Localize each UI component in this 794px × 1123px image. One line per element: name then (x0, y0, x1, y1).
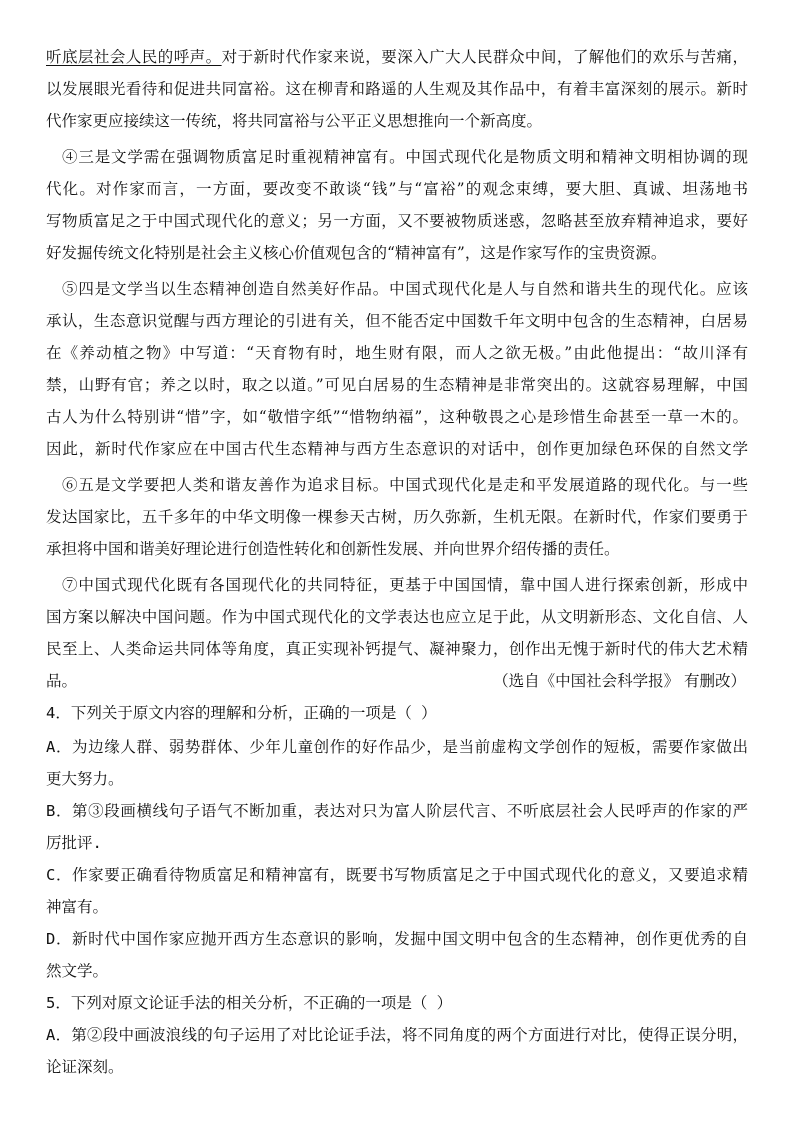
underlined-sentence: 听底层社会人民的呼声。 (46, 48, 222, 66)
question-5-option-a: A．第②段中画波浪线的句子运用了对比论证手法，将不同角度的两个方面进行对比，使得正误分明， (46, 1026, 748, 1044)
question-5-option-a-cont: 论证深刻。 (46, 1058, 124, 1076)
paragraph-3-line: 以发展眼光看待和促进共同富裕。这在柳青和路遥的人生观及其作品中，有着丰富深刻的展示。新时 (46, 80, 748, 98)
question-4-option-b: B．第③段画横线句子语气不断加重，表达对只为富人阶层代言、不听底层社会人民呼声的作家的严 (46, 802, 748, 820)
paragraph-5-line: 因此，新时代作家应在中国古代生态精神与西方生态意识的对话中，创作更加绿色环保的自然文学 (46, 440, 748, 458)
paragraph-7-line: 品。 (46, 672, 78, 690)
paragraph-6-line: 承担将中国和谐美好理论进行创造性转化和创新性发展、并向世界介绍传播的责任。 (46, 540, 620, 558)
source-citation: （选自《中国社会科学报》 有删改） (493, 672, 746, 690)
paragraph-6-line: 发达国家比，五千多年的中华文明像一棵参天古树，历久弥新，生机无限。在新时代，作家们要勇于 (46, 508, 748, 526)
paragraph-5-line: 承认，生态意识觉醒与西方理论的引进有关，但不能否定中国数千年文明中包含的生态精神，白居易 (46, 312, 748, 330)
question-4-option-a-cont: 更大努力。 (46, 770, 124, 788)
paragraph-4-line: 代化。对作家而言，一方面，要改变不敢谈“钱”与“富裕”的观念束缚，要大胆、真诚、坦荡地书 (46, 180, 748, 198)
question-4-option-a: A．为边缘人群、弱势群体、少年儿童创作的好作品少，是当前虚构文学创作的短板，需要作家做出 (46, 738, 748, 756)
text-span: 对于新时代作家来说，要深入广大人民群众中间，了解他们的欢乐与苦痛， (221, 48, 748, 66)
paragraph-7-line: 国方案以解决中国问题。作为中国式现代化的文学表达也应立足于此，从文明新形态、文化自信、人 (46, 608, 748, 626)
paragraph-7-line: 民至上、人类命运共同体等角度，真正实现补钙提气、凝神聚力，创作出无愧于新时代的伟大艺术精 (46, 640, 748, 658)
paragraph-3-line: 代作家更应接续这一传统，将共同富裕与公平正义思想推向一个新高度。 (46, 112, 543, 130)
paragraph-5-line: 禁，山野有官；养之以时，取之以道。”可见白居易的生态精神是非常突出的。这就容易理解，中国 (46, 376, 748, 394)
question-4-stem: 4．下列关于原文内容的理解和分析，正确的一项是（ ） (46, 704, 437, 722)
question-4-option-b-cont: 厉批评. (46, 834, 102, 852)
question-4-option-c: C．作家要正确看待物质富足和精神富有，既要书写物质富足之于中国式现代化的意义，又要追求精 (46, 866, 748, 884)
question-4-option-c-cont: 神富有。 (46, 898, 109, 916)
paragraph-7-line: ⑦中国式现代化既有各国现代化的共同特征，更基于中国国情，靠中国人进行探索创新，形成中 (62, 576, 748, 594)
paragraph-5-line: 古人为什么特别讲“惜”字，如“敬惜字纸”“惜物纳福”，这种敬畏之心是珍惜生命甚至一草一木的。 (46, 408, 748, 426)
paragraph-4-line: ④三是文学需在强调物质富足时重视精神富有。中国式现代化是物质文明和精神文明相协调的现 (62, 148, 748, 166)
question-4-option-d-cont: 然文学。 (46, 962, 109, 980)
paragraph-4-line: 写物质富足之于中国式现代化的意义；另一方面，又不要被物质迷惑，忽略甚至放弃精神追求，要好 (46, 212, 748, 230)
paragraph-5-line: ⑤四是文学当以生态精神创造自然美好作品。中国式现代化是人与自然和谐共生的现代化。应该 (62, 280, 748, 298)
question-4-option-d: D．新时代中国作家应抛开西方生态意识的影响，发掘中国文明中包含的生态精神，创作更优秀的自 (46, 930, 748, 948)
paragraph-6-line: ⑥五是文学要把人类和谐友善作为追求目标。中国式现代化是走和平发展道路的现代化。与一些 (62, 476, 748, 494)
paragraph-4-line: 好发掘传统文化特别是社会主义核心价值观包含的“精神富有”，这是作家写作的宝贵资源。 (46, 244, 667, 262)
question-5-stem: 5．下列对原文论证手法的相关分析，不正确的一项是（ ） (46, 994, 453, 1012)
paragraph-5-line: 在《养动植之物》中写道：“天育物有时，地生财有限，而人之欲无极。”由此他提出：“故川泽有 (46, 344, 748, 362)
paragraph-3-line (46, 46, 748, 68)
